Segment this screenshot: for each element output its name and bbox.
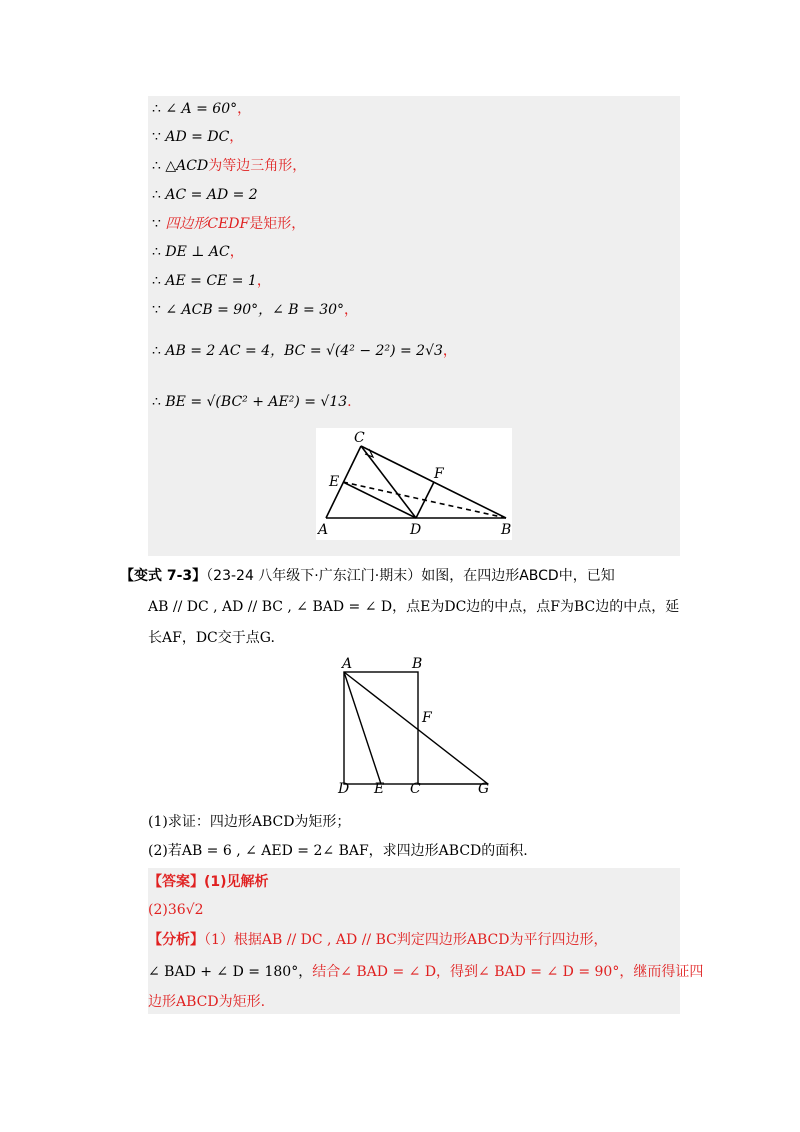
therefore-symbol: ∴ — [152, 273, 161, 289]
math-expression: ∠ A = 60° — [165, 101, 238, 117]
proof-text: ， — [442, 343, 457, 359]
proof-text: 为等边三角形， — [208, 158, 307, 174]
math-expression: AD = DC — [165, 129, 230, 145]
therefore-symbol: ∴ — [152, 343, 161, 359]
math-expression: AC = AD = 2 — [165, 187, 258, 203]
proof-line — [152, 214, 305, 234]
therefore-symbol: ∴ — [152, 101, 161, 117]
analysis-text: （1）根据AB // DC , AD // BC判定四边形ABCD为平行四边形， — [204, 932, 608, 948]
proof-line — [152, 341, 457, 361]
math-expression: AE = CE = 1 — [165, 273, 257, 289]
proof-text: ， — [229, 129, 244, 145]
proof-line — [152, 242, 244, 262]
rectangle-ABCD — [344, 672, 418, 784]
math-expression: ∠ ACB = 90°，∠ B = 30° — [165, 302, 345, 318]
label-F: F — [422, 710, 432, 726]
rectangle-diagram — [336, 654, 496, 796]
because-symbol: ∵ — [152, 216, 161, 232]
segment-CD — [361, 446, 416, 518]
proof-text: ， — [229, 244, 244, 260]
because-symbol: ∵ — [152, 302, 161, 318]
segment-EB-dashed — [343, 482, 506, 518]
proof-line — [152, 127, 243, 147]
variant-line-3: 长AF，DC交于点G. — [148, 630, 275, 646]
proof-line — [152, 392, 352, 412]
therefore-symbol: ∴ — [152, 187, 161, 203]
proof-line — [152, 99, 251, 119]
label-D: D — [410, 522, 422, 538]
math-expression: △ACD — [165, 158, 209, 174]
analysis-math: ∠ BAD + ∠ D = 180°， — [148, 964, 313, 980]
proof-text: ， — [237, 101, 252, 117]
math-expression: AB = 2 AC = 4，BC = √(4² − 2²) = 2√3 — [165, 343, 443, 359]
label-B: B — [412, 656, 423, 672]
proof-text: ， — [344, 302, 359, 318]
label-E: E — [374, 781, 385, 796]
proof-text: 是矩形， — [249, 216, 306, 232]
math-expression: DE ⊥ AC — [165, 244, 230, 260]
variant-tag: 【变式 7-3】 — [120, 568, 207, 584]
label-A: A — [342, 656, 353, 672]
analysis-label: 【分析】 — [148, 932, 204, 948]
analysis-line-1 — [148, 930, 607, 950]
proof-text: ， — [256, 273, 271, 289]
triangle-diagram — [316, 428, 512, 540]
therefore-symbol: ∴ — [152, 244, 161, 260]
label-C: C — [354, 430, 365, 446]
variant-line-2: AB // DC , AD // BC , ∠ BAD = ∠ D，点E为DC边的中点，点F为BC边的中点，延 — [148, 599, 680, 615]
proof-text: . — [347, 394, 352, 410]
label-G: G — [478, 781, 490, 796]
label-B: B — [501, 522, 512, 538]
question-2: (2)若AB = 6 , ∠ AED = 2∠ BAF，求四边形ABCD的面积. — [148, 843, 528, 859]
question-1: (1)求证：四边形ABCD为矩形； — [148, 814, 351, 830]
analysis-line-3: 边形ABCD为矩形. — [148, 994, 266, 1010]
answer-part-2: (2)36√2 — [148, 902, 204, 918]
rectangle-figure — [336, 654, 496, 796]
analysis-text: 结合∠ BAD = ∠ D，得到∠ BAD = ∠ D = 90°，继而得证四 — [312, 964, 704, 980]
triangle-figure — [316, 428, 512, 540]
answer-label: 【答案】(1)见解析 — [148, 874, 269, 890]
analysis-line-2 — [148, 962, 703, 982]
therefore-symbol: ∴ — [152, 158, 161, 174]
segment-AE — [344, 672, 381, 784]
variant-header — [120, 566, 615, 586]
math-expression: 四边形CEDF — [165, 216, 250, 232]
label-F: F — [434, 466, 444, 482]
segment-AG — [344, 672, 488, 784]
proof-line — [152, 300, 358, 320]
therefore-symbol: ∴ — [152, 394, 161, 410]
label-E: E — [329, 474, 340, 490]
segment-ED — [343, 482, 416, 518]
because-symbol: ∵ — [152, 129, 161, 145]
label-C: C — [410, 781, 421, 796]
label-D: D — [338, 781, 350, 796]
proof-line — [152, 271, 271, 291]
proof-line — [152, 185, 258, 205]
proof-line — [152, 156, 306, 176]
variant-source: （23-24 八年级下·广东江门·期末）如图，在四边形ABCD中，已知 — [206, 568, 615, 584]
math-expression: BE = √(BC² + AE²) = √13 — [165, 394, 348, 410]
label-A: A — [318, 522, 329, 538]
